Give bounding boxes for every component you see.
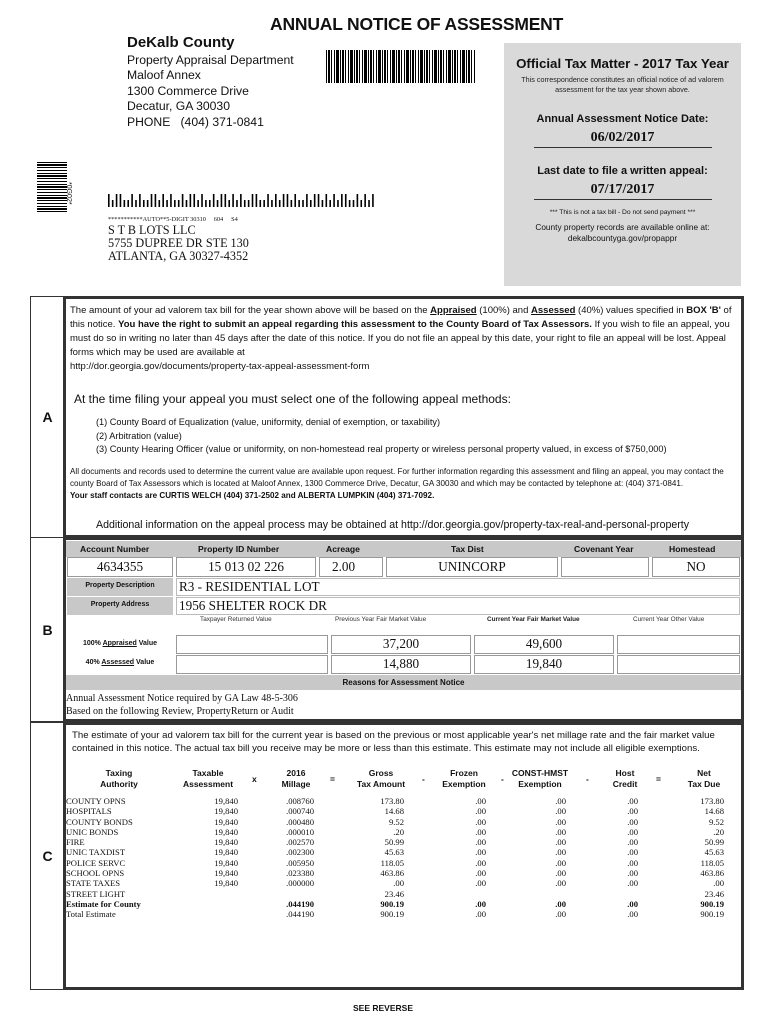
property-desc-label: Property Description [67, 578, 173, 596]
postnet-bar [256, 194, 258, 207]
cell-millage: .023380 [286, 868, 314, 879]
cell-host: .00 [627, 796, 638, 806]
postnet-bar [252, 194, 254, 207]
op-multiply: x [252, 774, 257, 784]
table-row [66, 868, 736, 878]
postnet-bar [131, 194, 133, 207]
section-a [63, 296, 744, 538]
table-row [66, 817, 736, 827]
table-row [66, 909, 736, 919]
table-row [66, 827, 736, 837]
cell-net: 118.05 [700, 857, 724, 868]
hdr-line: 2016 [286, 768, 306, 778]
cell-const: .00 [555, 857, 566, 868]
postnet-bar [345, 194, 347, 207]
postnet-bar [112, 200, 114, 207]
cell-assessment: 19,840 [214, 826, 238, 837]
cell-net: 45.63 [704, 847, 724, 858]
estimate-intro: The estimate of your ad valorem tax bill for the current year is based on the previous or most applicable year's net millage rate and the fair market value contained in this notice. The actual tax bill you receive may be more or less than this estimate. This estimate may not include all eligible exemptions. [72, 730, 715, 754]
label-prefix: 100% [82, 640, 103, 647]
cell-host: .00 [627, 857, 638, 868]
records-info: All documents and records used to determine the current value are available upon request. For further information regarding this assessment and filing an appeal, you may contact the county Board of Tax Assessors which is located at Maloof Annex, 1300 Commerce Drive, Decatur, GA 30030 and which may be contacted by telephone at: (404) 371-0841. [70, 467, 724, 488]
postnet-bar [166, 200, 168, 207]
postnet-bar [228, 200, 230, 207]
cell-gross: 900.19 [380, 909, 404, 920]
address-line: PHONE (404) 371-0841 [127, 114, 264, 129]
cell-authority: UNIC TAXDIST [66, 847, 126, 858]
cell-authority: STATE TAXES [66, 878, 121, 889]
cell-authority: HOSPITALS [66, 806, 112, 817]
owner-name: S T B LOTS LLC [108, 223, 196, 237]
op-minus: - [586, 774, 589, 784]
section-b-label: B [30, 537, 64, 722]
appeal-date-label: Last date to file a written appeal: [537, 165, 708, 177]
cell-host: .00 [627, 878, 638, 889]
postnet-bar [139, 194, 141, 207]
mailing-address [108, 215, 249, 263]
cell-gross: 173.80 [380, 796, 404, 806]
hdr-line: Exemption [518, 779, 562, 789]
cell-host: .00 [627, 909, 638, 920]
appeal-form-url[interactable]: http://dor.georgia.gov/documents/property-tax-appeal-assessment-form [70, 361, 370, 372]
previous-year-header: Previous Year Fair Market Value [335, 616, 427, 623]
appeal-right-statement: You have the right to submit an appeal regarding this assessment to the County Board of Tax Assessors. [118, 319, 592, 330]
cell-const: .00 [555, 878, 566, 889]
postnet-bar [186, 200, 188, 207]
cell-gross: 14.68 [384, 806, 404, 817]
cell-authority: Total Estimate [66, 909, 116, 920]
postnet-bar [333, 194, 335, 207]
appeal-methods-list [96, 416, 667, 457]
cell-millage: .000010 [286, 826, 314, 837]
cell-authority: Estimate for County [66, 898, 141, 909]
hdr-line: Net [697, 768, 711, 778]
cell-host: .00 [627, 826, 638, 837]
postnet-bar [287, 194, 289, 207]
cell-millage: .000480 [286, 816, 314, 827]
table-row [66, 899, 736, 909]
assessed-taxpayer-value [176, 655, 328, 674]
address-line: Maloof Annex [127, 68, 201, 83]
not-a-bill-note: *** This is not a tax bill - Do not send payment *** [549, 209, 696, 216]
online-records-2: dekalbcountyga.gov/propappr [567, 233, 678, 243]
table-row [66, 837, 736, 847]
side-code: *0G02* [65, 182, 72, 205]
cell-host: .00 [627, 837, 638, 848]
assessed-term: Assessed [101, 659, 135, 666]
assessed-other-value [617, 655, 740, 674]
cell-frozen: .00 [475, 796, 486, 806]
hdr-host-credit [600, 768, 650, 790]
hdr-frozen [434, 768, 494, 790]
cell-frozen: .00 [475, 878, 486, 889]
postnet-bar [127, 200, 129, 207]
cell-net: 900.19 [700, 909, 724, 920]
cell-const: .00 [555, 868, 566, 879]
office-address [127, 53, 294, 130]
postnet-bar [271, 200, 273, 207]
cell-net: 900.19 [700, 898, 724, 909]
postnet-bar [124, 200, 126, 207]
address-line: Property Appraisal Department [127, 53, 294, 67]
table-row [66, 796, 736, 806]
cell-const: .00 [555, 837, 566, 848]
reasons-header: Reasons for Assessment Notice [66, 675, 741, 690]
account-number: 4634355 [67, 557, 173, 577]
postnet-bar [170, 194, 172, 207]
appeal-methods-heading: At the time filing your appeal you must select one of the following appeal methods: [74, 392, 511, 406]
property-description: R3 - RESIDENTIAL LOT [176, 578, 740, 596]
hdr-const-hmst [506, 768, 574, 790]
postnet-bar [372, 194, 374, 207]
op-equals: = [330, 774, 335, 784]
col-acreage: Acreage [326, 544, 360, 554]
current-year-header: Current Year Fair Market Value [487, 616, 580, 623]
postnet-bar [232, 194, 234, 207]
cell-const: .00 [555, 847, 566, 858]
property-header-row [66, 541, 741, 557]
cell-host: .00 [627, 816, 638, 827]
property-address: 1956 SHELTER ROCK DR [176, 597, 740, 615]
cell-const: .00 [555, 796, 566, 806]
hdr-line: CONST-HMST [511, 768, 569, 778]
cell-authority: UNIC BONDS [66, 826, 119, 837]
postnet-bar [275, 194, 277, 207]
col-covenant: Covenant Year [574, 544, 634, 554]
postnet-bar [236, 200, 238, 207]
notice-date: 06/02/2017 [534, 130, 712, 148]
cell-net: 9.52 [708, 816, 724, 827]
text-run: (100%) and [476, 305, 532, 316]
cell-assessment: 19,840 [214, 868, 238, 879]
postnet-bar [259, 200, 261, 207]
table-row [66, 889, 736, 899]
assessed-current-value: 19,840 [474, 655, 614, 674]
cell-net: 23.46 [704, 888, 724, 899]
appeal-rights-text [70, 304, 736, 374]
text-run: The amount of your ad valorem tax bill for the year shown above will be based on the [70, 305, 431, 316]
postnet-bar [349, 200, 351, 207]
postnet-bar [143, 200, 145, 207]
cell-authority: POLICE SERVC [66, 857, 126, 868]
method-3: (3) County Hearing Officer (value or uniformity, on non-homestead real property or wireless personal property valued, in excess of $750,000) [96, 444, 667, 455]
top-barcode [326, 50, 476, 83]
postnet-bar [217, 200, 219, 207]
postnet-bar [353, 200, 355, 207]
hdr-line: Millage [281, 779, 311, 789]
cell-assessment: 19,840 [214, 837, 238, 848]
cell-authority: COUNTY BONDS [66, 816, 133, 827]
cell-frozen: .00 [475, 806, 486, 817]
postnet-bar [318, 194, 320, 207]
cell-millage: .044190 [286, 909, 314, 920]
cell-frozen: .00 [475, 898, 486, 909]
postnet-bar [310, 200, 312, 207]
appraised-term: Appraised [430, 305, 477, 316]
postnet-bar [326, 194, 328, 207]
cell-host: .00 [627, 868, 638, 879]
cell-const: .00 [555, 909, 566, 920]
cell-gross: 463.86 [380, 868, 404, 879]
postnet-bar [213, 194, 215, 207]
postnet-bar [337, 200, 339, 207]
col-tax-dist: Tax Dist [451, 544, 484, 554]
cell-net: 173.80 [700, 796, 724, 806]
text-run: of this notice. [70, 305, 732, 330]
cell-millage: .000740 [286, 806, 314, 817]
postnet-bar [120, 194, 122, 207]
cell-frozen: .00 [475, 909, 486, 920]
cell-gross: .20 [393, 826, 404, 837]
cell-gross: 45.63 [384, 847, 404, 858]
postnet-bar [291, 200, 293, 207]
hdr-assessment [178, 768, 238, 790]
cell-millage: .044190 [286, 898, 314, 909]
reason-1: Annual Assessment Notice required by GA Law 48-5-306 [66, 693, 298, 704]
cell-net: 14.68 [704, 806, 724, 817]
postnet-bar [108, 194, 110, 207]
see-reverse: SEE REVERSE [353, 1003, 413, 1013]
postnet-bar [329, 200, 331, 207]
official-notice-box [504, 43, 741, 286]
postnet-bar [193, 194, 195, 207]
assessed-value-label [67, 655, 173, 673]
section-c-label: C [30, 722, 64, 990]
appraised-prev-value: 37,200 [331, 635, 471, 654]
postnet-bar [135, 200, 137, 207]
cell-authority: SCHOOL OPNS [66, 868, 125, 879]
hdr-line: Taxing [105, 768, 133, 778]
cell-gross: 23.46 [384, 888, 404, 899]
col-homestead: Homestead [669, 544, 716, 554]
method-2: (2) Arbitration (value) [96, 430, 182, 441]
cell-host: .00 [627, 898, 638, 909]
assessed-prev-value: 14,880 [331, 655, 471, 674]
box-b-ref: BOX 'B' [686, 305, 721, 316]
official-desc: This correspondence constitutes an official notice of ad valorem assessment for the tax year shown above. [521, 75, 724, 94]
postnet-bar [360, 200, 362, 207]
tax-district: UNINCORP [386, 557, 558, 577]
address-line: 1300 Commerce Drive [127, 83, 249, 98]
postnet-bar [364, 194, 366, 207]
cell-frozen: .00 [475, 826, 486, 837]
hdr-line: Tax Due [687, 779, 721, 789]
text-run: If you wish to file an appeal, you must do so in writing no later than 45 days after the date of this notice. If you do not file an appeal by this date, your right to file an appeal will be lost. Appeal forms which may be used are available at [70, 319, 730, 358]
cell-frozen: .00 [475, 816, 486, 827]
hdr-line: Credit [612, 779, 638, 789]
records-text [70, 466, 738, 502]
cell-authority: COUNTY OPNS [66, 796, 126, 806]
cell-const: .00 [555, 898, 566, 909]
postnet-bar [294, 194, 296, 207]
label-suffix: Value [134, 659, 155, 666]
cell-gross: 50.99 [384, 837, 404, 848]
hdr-line: Gross [368, 768, 394, 778]
hdr-line: Taxable [192, 768, 224, 778]
postnet-bar [322, 200, 324, 207]
postnet-bar [174, 200, 176, 207]
cell-assessment: 19,840 [214, 796, 238, 806]
table-row [66, 847, 736, 857]
mail-presort-line: ***********AUTO**5-DIGIT 30310 604 S4 [108, 216, 238, 223]
postnet-bar [162, 194, 164, 207]
reasons-list [66, 693, 298, 718]
postnet-bar [267, 194, 269, 207]
op-minus: - [422, 774, 425, 784]
online-records-1: County property records are available online at: [535, 222, 710, 232]
hdr-line: Assessment [182, 779, 234, 789]
assessed-term: Assessed [531, 305, 576, 316]
hdr-line: Frozen [450, 768, 478, 778]
cell-millage: .000000 [286, 878, 314, 889]
postnet-bar [209, 200, 211, 207]
estimate-table [66, 796, 736, 920]
hdr-line: Tax Amount [356, 779, 406, 789]
cell-assessment: 19,840 [214, 857, 238, 868]
property-address-label: Property Address [67, 597, 173, 615]
staff-contacts: Your staff contacts are CURTIS WELCH (404) 371-2502 and ALBERTA LUMPKIN (404) 371-7092. [70, 491, 435, 500]
postnet-bar [248, 200, 250, 207]
postnet-bar [190, 194, 192, 207]
cell-frozen: .00 [475, 857, 486, 868]
cell-const: .00 [555, 806, 566, 817]
acreage: 2.00 [319, 557, 383, 577]
postnet-bar [197, 200, 199, 207]
cell-frozen: .00 [475, 837, 486, 848]
postnet-bar [151, 194, 153, 207]
homestead: NO [652, 557, 740, 577]
side-barcode [37, 160, 67, 212]
postnet-bar [302, 200, 304, 207]
cell-assessment: 19,840 [214, 878, 238, 889]
postnet-bar [205, 200, 207, 207]
postnet-bar [225, 194, 227, 207]
postnet-bar [244, 200, 246, 207]
cell-host: .00 [627, 847, 638, 858]
cell-authority: FIRE [66, 837, 85, 848]
cell-millage: .005950 [286, 857, 314, 868]
op-equals: = [656, 774, 661, 784]
table-row [66, 878, 736, 888]
postnet-bar [357, 194, 359, 207]
cell-millage: .002300 [286, 847, 314, 858]
postnet-bar [314, 194, 316, 207]
hdr-millage [266, 768, 326, 790]
covenant-year [561, 557, 649, 577]
postnet-bar [201, 194, 203, 207]
cell-gross: .00 [393, 878, 404, 889]
col-account: Account Number [80, 544, 150, 554]
postnet-bar [155, 194, 157, 207]
appraised-taxpayer-value [176, 635, 328, 654]
cell-assessment: 19,840 [214, 847, 238, 858]
col-property-id: Property ID Number [198, 544, 280, 554]
postnet-bar [178, 200, 180, 207]
cell-assessment: 19,840 [214, 816, 238, 827]
cell-net: .20 [713, 826, 724, 837]
appraised-term: Appraised [102, 640, 137, 647]
appraised-value-label [67, 636, 173, 654]
cell-gross: 9.52 [388, 816, 404, 827]
cell-gross: 900.19 [380, 898, 404, 909]
county-name: DeKalb County [127, 34, 235, 51]
label-prefix: 40% [85, 659, 102, 666]
additional-info: Additional information on the appeal process may be obtained at http://dor.georgia.gov/property-tax-real-and-personal-property [96, 519, 690, 531]
notice-date-label: Annual Assessment Notice Date: [536, 113, 709, 125]
cell-millage: .002570 [286, 837, 314, 848]
postnet-bar [240, 194, 242, 207]
text-run: (40%) values specified in [575, 305, 687, 316]
method-1: (1) County Board of Equalization (value, uniformity, denial of exemption, or taxability) [96, 417, 441, 427]
postnet-bar [182, 194, 184, 207]
table-row [66, 806, 736, 816]
cell-millage: .008760 [286, 796, 314, 806]
section-a-label: A [30, 296, 64, 538]
postnet-bar [298, 200, 300, 207]
cell-authority: STREET LIGHT [66, 888, 126, 899]
estimate-header-row [66, 768, 736, 792]
hdr-gross [346, 768, 416, 790]
cell-net: 50.99 [704, 837, 724, 848]
reason-2: Based on the following Review, PropertyReturn or Audit [66, 705, 294, 717]
hdr-net [676, 768, 732, 790]
official-heading: Official Tax Matter - 2017 Tax Year [516, 56, 729, 71]
cell-net: 463.86 [700, 868, 724, 879]
cell-const: .00 [555, 816, 566, 827]
owner-street: 5755 DUPREE DR STE 130 [108, 236, 249, 250]
other-value-header: Current Year Other Value [633, 616, 705, 623]
postnet-bar [263, 200, 265, 207]
label-suffix: Value [136, 640, 158, 647]
cell-net: .00 [713, 878, 724, 889]
cell-host: .00 [627, 806, 638, 817]
hdr-line: Exemption [442, 779, 486, 789]
cell-frozen: .00 [475, 868, 486, 879]
appraised-other-value [617, 635, 740, 654]
cell-const: .00 [555, 826, 566, 837]
postnet-bar [147, 200, 149, 207]
postnet-bar [283, 194, 285, 207]
appeal-date: 07/17/2017 [534, 182, 712, 200]
appraised-current-value: 49,600 [474, 635, 614, 654]
cell-frozen: .00 [475, 847, 486, 858]
hdr-authority [76, 768, 162, 790]
taxpayer-returned-header: Taxpayer Returned Value [200, 616, 272, 623]
postnet-bar [341, 194, 343, 207]
postnet-bar [279, 200, 281, 207]
postnet-barcode [108, 194, 376, 207]
table-row [66, 858, 736, 868]
page-title: ANNUAL NOTICE OF ASSESSMENT [270, 14, 564, 34]
owner-city: ATLANTA, GA 30327-4352 [108, 249, 249, 263]
cell-gross: 118.05 [380, 857, 404, 868]
hdr-line: Host [615, 768, 635, 778]
address-line: Decatur, GA 30030 [127, 99, 230, 114]
property-id: 15 013 02 226 [176, 557, 316, 577]
postnet-bar [116, 194, 118, 207]
op-minus: - [501, 774, 504, 784]
hdr-line: Authority [100, 779, 138, 789]
postnet-bar [158, 200, 160, 207]
postnet-bar [306, 194, 308, 207]
cell-assessment: 19,840 [214, 806, 238, 817]
postnet-bar [368, 200, 370, 207]
postnet-bar [221, 194, 223, 207]
